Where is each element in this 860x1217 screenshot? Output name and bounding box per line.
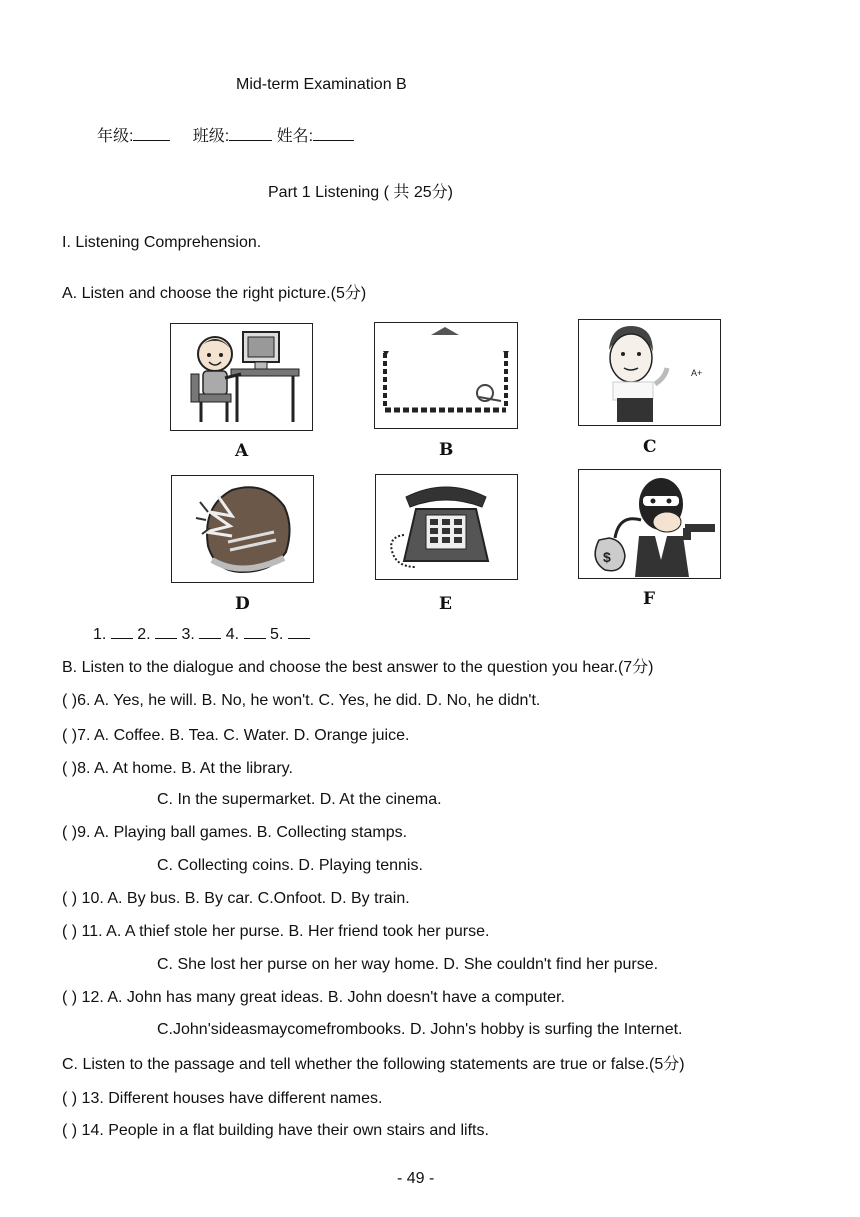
question-11-options-cd: C. She lost her purse on her way home. D. She couldn't find her purse. — [157, 956, 659, 973]
picture-f-letter: F — [643, 589, 656, 609]
child-at-computer-icon — [171, 324, 311, 429]
statement-14: ( ) 14. People in a flat building have their own stairs and lifts. — [62, 1122, 489, 1139]
answer-number: 2. — [137, 626, 151, 643]
question-9-options-cd: C. Collecting coins. D. Playing tennis. — [157, 857, 423, 874]
map-frame-icon — [375, 323, 516, 427]
section-i-heading: I. Listening Comprehension. — [62, 234, 262, 251]
grade-label: 年级: — [97, 128, 134, 145]
masked-thief-icon — [579, 470, 719, 577]
section-b-instruction: B. Listen to the dialogue and choose the best answer to the question you hear.(7分) — [62, 659, 654, 676]
section-c-instruction: C. Listen to the passage and tell whether the following statements are true or false.(5分) — [62, 1056, 685, 1073]
boy-portrait-icon — [579, 320, 719, 424]
picture-b — [374, 322, 518, 429]
question-6: ( )6. A. Yes, he will. B. No, he won't. C. Yes, he did. D. No, he didn't. — [62, 692, 541, 709]
class-blank[interactable] — [229, 124, 272, 141]
name-blank[interactable] — [313, 124, 354, 141]
student-info-line — [97, 124, 354, 147]
section-a-answer-line — [93, 624, 310, 645]
svg-text:A+: A+ — [691, 368, 703, 378]
question-7: ( )7. A. Coffee. B. Tea. C. Water. D. Orange juice. — [62, 727, 410, 744]
picture-d-letter: D — [235, 594, 250, 614]
answer-number: 3. — [181, 626, 195, 643]
part1-title: Part 1 Listening ( 共 25分) — [268, 184, 453, 201]
answer-blank-3[interactable] — [199, 624, 221, 639]
picture-e — [375, 474, 518, 580]
answer-blank-1[interactable] — [111, 624, 133, 639]
name-label: 姓名: — [276, 128, 314, 145]
question-8: ( )8. A. At home. B. At the library. — [62, 760, 293, 777]
picture-e-letter: E — [439, 594, 452, 614]
picture-a-letter: A — [235, 441, 249, 461]
exam-title: Mid-term Examination B — [236, 76, 407, 93]
question-8-options-cd: C. In the supermarket. D. At the cinema. — [157, 791, 442, 808]
picture-c-letter: C — [643, 437, 657, 457]
answer-number: 1. — [93, 626, 107, 643]
question-12: ( ) 12. A. John has many great ideas. B. John doesn't have a computer. — [62, 989, 565, 1006]
statement-13: ( ) 13. Different houses have different names. — [62, 1090, 383, 1107]
picture-f — [578, 469, 721, 579]
picture-d — [171, 475, 314, 583]
question-11: ( ) 11. A. A thief stole her purse. B. Her friend took her purse. — [62, 923, 490, 940]
question-10: ( ) 10. A. By bus. B. By car. C.Onfoot. D. By train. — [62, 890, 410, 907]
answer-blank-2[interactable] — [155, 624, 177, 639]
grade-blank[interactable] — [133, 124, 170, 141]
telephone-icon — [376, 475, 516, 578]
section-a-instruction: A. Listen and choose the right picture.(5分) — [62, 285, 367, 302]
page-number: - 49 - — [397, 1170, 435, 1187]
question-9: ( )9. A. Playing ball games. B. Collecting stamps. — [62, 824, 408, 841]
answer-blank-4[interactable] — [244, 624, 266, 639]
answer-number: 5. — [270, 626, 284, 643]
picture-b-letter: B — [439, 440, 454, 460]
answer-blank-5[interactable] — [288, 624, 310, 639]
picture-c — [578, 319, 721, 426]
class-label: 班级: — [192, 128, 230, 145]
shoe-icon — [172, 476, 312, 581]
svg-text:$: $ — [603, 549, 611, 565]
answer-number: 4. — [225, 626, 240, 643]
question-12-options-cd: C.John'sideasmaycomefrombooks. D. John's hobby is surfing the Internet. — [157, 1021, 683, 1038]
picture-a — [170, 323, 313, 431]
